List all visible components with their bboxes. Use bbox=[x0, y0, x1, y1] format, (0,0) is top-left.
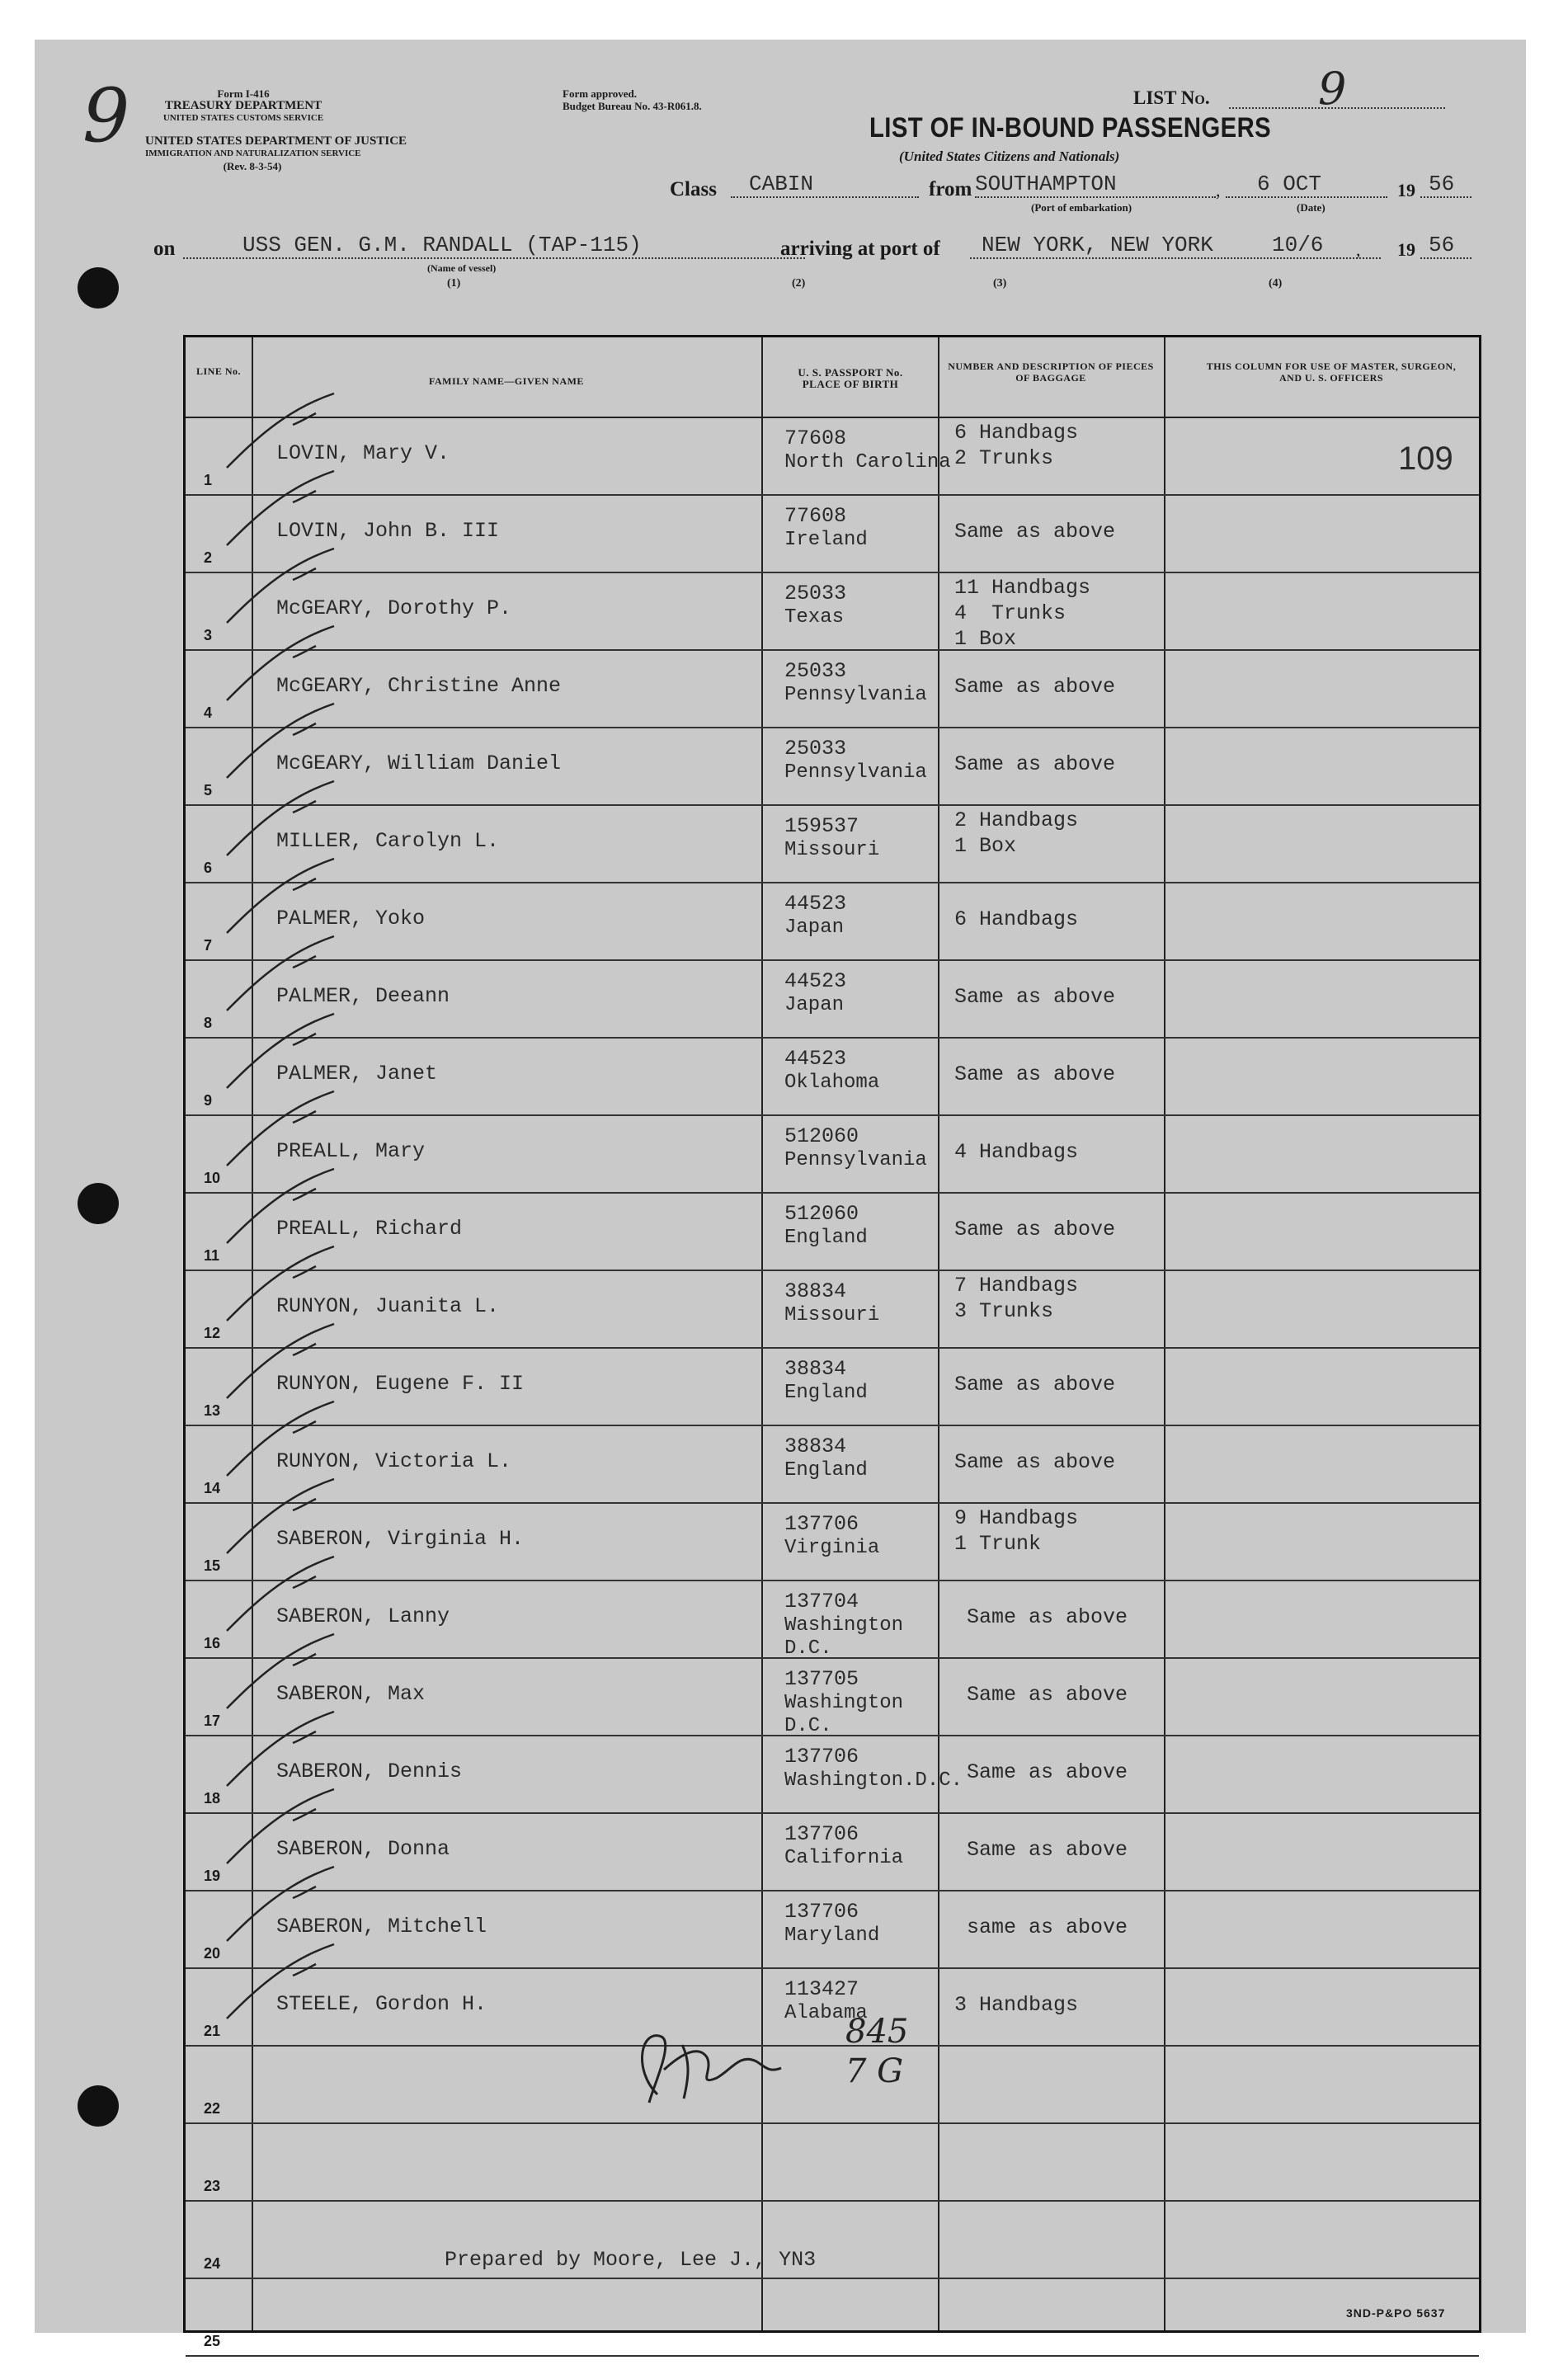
line-number: 17 bbox=[204, 1712, 221, 1729]
class-label: Class bbox=[670, 178, 717, 200]
table-row bbox=[186, 651, 1479, 728]
page-subtitle: (United States Citizens and Nationals) bbox=[899, 148, 1120, 164]
year-line bbox=[1420, 196, 1471, 198]
table-row bbox=[186, 2279, 1479, 2357]
colnum-1: (1) bbox=[447, 277, 461, 290]
class-line bbox=[731, 196, 919, 198]
passenger-name: SABERON, Donna bbox=[276, 1837, 450, 1861]
arrival-port: NEW YORK, NEW YORK bbox=[982, 233, 1213, 257]
baggage-description: 9 Handbags 1 Trunk bbox=[954, 1506, 1079, 1556]
passport-number: 512060 bbox=[784, 1202, 859, 1226]
passport-number: 113427 bbox=[784, 1977, 859, 2001]
line-number: 7 bbox=[204, 937, 213, 954]
passenger-name: RUNYON, Juanita L. bbox=[276, 1294, 500, 1318]
baggage-description: Same as above bbox=[954, 1373, 1116, 1397]
col-header-officers: THIS COLUMN FOR USE OF MASTER, SURGEON, AND U. S. OFFICERS bbox=[1206, 360, 1457, 384]
class-value: CABIN bbox=[749, 172, 814, 196]
passenger-name: McGEARY, Christine Anne bbox=[276, 674, 562, 698]
justice-dept: UNITED STATES DEPARTMENT OF JUSTICE bbox=[145, 134, 407, 148]
passenger-name: McGEARY, William Daniel bbox=[276, 751, 562, 775]
baggage-description: 6 Handbags 2 Trunks bbox=[954, 421, 1079, 470]
manifest-sheet bbox=[35, 40, 1526, 2349]
agency-block bbox=[140, 87, 346, 125]
line-number: 19 bbox=[204, 1868, 221, 1884]
passport-number: 512060 bbox=[784, 1124, 859, 1148]
baggage-description: 7 Handbags 3 Trunks bbox=[954, 1274, 1079, 1323]
line-number: 15 bbox=[204, 1557, 221, 1574]
table-row bbox=[186, 961, 1479, 1039]
check-mark-icon bbox=[210, 1936, 375, 2027]
passenger-name: SABERON, Lanny bbox=[276, 1604, 450, 1628]
passenger-name: LOVIN, John B. III bbox=[276, 519, 500, 543]
col-header-line-no: LINE No. bbox=[195, 365, 241, 377]
table-row bbox=[186, 1194, 1479, 1271]
table-row bbox=[186, 573, 1479, 651]
colnum-3: (3) bbox=[993, 277, 1007, 290]
budget-bureau: Budget Bureau No. 43-R061.8. bbox=[563, 100, 702, 112]
birth-place: Japan bbox=[784, 916, 845, 939]
treasury-dept: TREASURY DEPARTMENT bbox=[164, 99, 323, 112]
line-number: 13 bbox=[204, 1402, 221, 1419]
birth-place: Maryland bbox=[784, 1924, 880, 1947]
baggage-description: Same as above bbox=[954, 1062, 1116, 1086]
line-number: 2 bbox=[204, 549, 213, 566]
passenger-name: McGEARY, Dorothy P. bbox=[276, 596, 512, 620]
baggage-description: Same as above bbox=[954, 675, 1116, 699]
passenger-name: PREALL, Mary bbox=[276, 1139, 426, 1163]
table-row bbox=[186, 496, 1479, 573]
form-number: Form I-416 bbox=[217, 87, 270, 100]
passport-number: 137706 bbox=[784, 1822, 859, 1846]
passenger-name: PALMER, Janet bbox=[276, 1062, 438, 1086]
passport-number: 137706 bbox=[784, 1512, 859, 1536]
baggage-description: 2 Handbags 1 Box bbox=[954, 808, 1079, 858]
footer-code: 3ND-P&PO 5637 bbox=[1346, 2306, 1446, 2320]
passenger-name: MILLER, Carolyn L. bbox=[276, 829, 500, 853]
table-row bbox=[186, 883, 1479, 961]
passport-number: 137704 bbox=[784, 1590, 859, 1613]
line-number: 1 bbox=[204, 472, 213, 488]
table-row bbox=[186, 728, 1479, 806]
table-row bbox=[186, 1426, 1479, 1504]
passenger-name: STEELE, Gordon H. bbox=[276, 1992, 487, 2016]
line-number: 23 bbox=[204, 2178, 221, 2194]
passport-number: 137705 bbox=[784, 1667, 859, 1691]
baggage-description: Same as above bbox=[954, 520, 1116, 544]
passport-number: 38834 bbox=[784, 1279, 847, 1303]
passenger-name: RUNYON, Victoria L. bbox=[276, 1449, 512, 1473]
list-no-label: LIST No. bbox=[1133, 87, 1210, 108]
binder-hole-1 bbox=[78, 267, 119, 309]
port-line bbox=[970, 257, 1381, 259]
birth-place: Missouri bbox=[784, 1304, 880, 1326]
passenger-name: SABERON, Max bbox=[276, 1682, 426, 1706]
birth-place: Oklahoma bbox=[784, 1072, 880, 1094]
passport-number: 159537 bbox=[784, 814, 859, 838]
officer-note: 109 bbox=[1398, 440, 1453, 477]
birth-place: North Carolina bbox=[784, 451, 951, 473]
birth-place: Alabama bbox=[784, 2002, 868, 2024]
departure-year: 56 bbox=[1429, 172, 1455, 196]
table-row bbox=[186, 1349, 1479, 1426]
line-number: 6 bbox=[204, 860, 213, 876]
line-number: 11 bbox=[204, 1247, 220, 1264]
birth-place: Missouri bbox=[784, 839, 880, 861]
binder-hole-2 bbox=[78, 1183, 119, 1224]
passport-number: 44523 bbox=[784, 1047, 847, 1071]
birth-place: Ireland bbox=[784, 529, 868, 551]
customs-service: UNITED STATES CUSTOMS SERVICE bbox=[162, 113, 324, 123]
baggage-description: same as above bbox=[954, 1915, 1128, 1939]
birth-place: England bbox=[784, 1459, 868, 1482]
table-row bbox=[186, 1969, 1479, 2047]
arriving-label: arriving at port of bbox=[780, 238, 940, 260]
ins-service: IMMIGRATION AND NATURALIZATION SERVICE bbox=[145, 148, 361, 158]
line-number: 12 bbox=[204, 1325, 221, 1341]
col-header-name: FAMILY NAME—GIVEN NAME bbox=[429, 375, 584, 387]
passport-number: 137706 bbox=[784, 1900, 859, 1924]
passenger-name: SABERON, Virginia H. bbox=[276, 1527, 525, 1551]
table-row bbox=[186, 2124, 1479, 2202]
signature-annotation: 845 7 G bbox=[845, 2013, 909, 2090]
page-title: LIST OF IN-BOUND PASSENGERS bbox=[869, 112, 1272, 144]
table-row bbox=[186, 1736, 1479, 1814]
birth-place: California bbox=[784, 1847, 904, 1869]
from-value: SOUTHAMPTON bbox=[975, 172, 1117, 196]
year-prefix: 19 bbox=[1397, 180, 1415, 200]
birth-place: England bbox=[784, 1382, 868, 1404]
passport-number: 38834 bbox=[784, 1357, 847, 1381]
birth-place: Texas bbox=[784, 606, 845, 629]
baggage-description: Same as above bbox=[954, 1605, 1128, 1629]
table-row bbox=[186, 1814, 1479, 1891]
passenger-name: SABERON, Mitchell bbox=[276, 1915, 487, 1939]
line-number: 14 bbox=[204, 1480, 221, 1496]
line-number: 16 bbox=[204, 1635, 221, 1651]
table-row bbox=[186, 418, 1479, 496]
table-row bbox=[186, 2047, 1479, 2124]
birth-place: Pennsylvania bbox=[784, 761, 927, 784]
vessel-line bbox=[183, 257, 805, 259]
passport-number: 44523 bbox=[784, 969, 847, 993]
revision: (Rev. 8-3-54) bbox=[223, 160, 282, 172]
baggage-description: Same as above bbox=[954, 752, 1116, 776]
baggage-description: 3 Handbags bbox=[954, 1993, 1079, 2017]
row-rule bbox=[186, 2355, 1479, 2357]
inspector-signature bbox=[624, 2020, 814, 2119]
table-row bbox=[186, 806, 1479, 883]
passenger-table bbox=[183, 335, 1481, 2349]
col-header-baggage: NUMBER AND DESCRIPTION OF PIECES OF BAGGAGE bbox=[948, 360, 1154, 384]
birth-place: Washington D.C. bbox=[784, 1692, 904, 1737]
table-row bbox=[186, 1581, 1479, 1659]
line-number: 22 bbox=[204, 2100, 221, 2117]
colnum-4: (4) bbox=[1269, 277, 1283, 290]
approval-block bbox=[563, 87, 702, 112]
passenger-name: SABERON, Dennis bbox=[276, 1760, 463, 1783]
baggage-description: Same as above bbox=[954, 1760, 1128, 1784]
on-label: on bbox=[153, 238, 176, 260]
binder-hole-3 bbox=[78, 2085, 119, 2127]
col-header-passport: U. S. PASSPORT No. PLACE OF BIRTH bbox=[798, 366, 903, 390]
passport-number: 77608 bbox=[784, 504, 847, 528]
arrival-year-line bbox=[1420, 257, 1471, 259]
line-number: 24 bbox=[204, 2255, 221, 2272]
vessel-name: USS GEN. G.M. RANDALL (TAP-115) bbox=[242, 233, 642, 257]
passport-number: 25033 bbox=[784, 659, 847, 683]
arrival-date: 10/6 bbox=[1272, 233, 1324, 257]
from-label: from bbox=[929, 178, 972, 200]
vessel-caption: (Name of vessel) bbox=[427, 262, 497, 274]
line-number: 21 bbox=[204, 2023, 221, 2039]
baggage-description: Same as above bbox=[954, 1838, 1128, 1862]
passenger-name: LOVIN, Mary V. bbox=[276, 441, 450, 465]
line-number: 20 bbox=[204, 1945, 221, 1962]
passport-number: 25033 bbox=[784, 737, 847, 761]
table-row bbox=[186, 1504, 1479, 1581]
passenger-name: PREALL, Richard bbox=[276, 1217, 463, 1241]
passport-number: 25033 bbox=[784, 582, 847, 605]
table-row bbox=[186, 1271, 1479, 1349]
birth-place: Pennsylvania bbox=[784, 1149, 927, 1171]
baggage-description: Same as above bbox=[954, 985, 1116, 1009]
table-row bbox=[186, 2202, 1479, 2279]
table-row bbox=[186, 1659, 1479, 1736]
departure-date: 6 OCT bbox=[1257, 172, 1322, 196]
line-number: 25 bbox=[204, 2333, 221, 2349]
line-number: 5 bbox=[204, 782, 213, 798]
arrival-year-prefix: 19 bbox=[1397, 239, 1415, 260]
colnum-2: (2) bbox=[792, 277, 806, 290]
line-number: 10 bbox=[204, 1170, 221, 1186]
port-embark-caption: (Port of embarkation) bbox=[1031, 201, 1132, 214]
comma-1: , bbox=[1216, 180, 1221, 200]
baggage-description: Same as above bbox=[954, 1218, 1116, 1241]
baggage-description: 6 Handbags bbox=[954, 907, 1079, 931]
baggage-description: 4 Handbags bbox=[954, 1140, 1079, 1164]
passport-number: 44523 bbox=[784, 892, 847, 916]
birth-place: Virginia bbox=[784, 1537, 880, 1559]
baggage-description: 11 Handbags 4 Trunks 1 Box bbox=[954, 576, 1091, 651]
arrival-year: 56 bbox=[1429, 233, 1455, 257]
justice-block bbox=[145, 134, 407, 172]
line-number: 4 bbox=[204, 704, 213, 721]
table-row bbox=[186, 1116, 1479, 1194]
prepared-by: Prepared by Moore, Lee J., YN3 bbox=[445, 2248, 817, 2272]
date-line bbox=[1226, 196, 1387, 198]
birth-place: Pennsylvania bbox=[784, 684, 927, 706]
list-no-value: 9 bbox=[1318, 63, 1347, 115]
date-caption: (Date) bbox=[1297, 201, 1326, 214]
baggage-description: Same as above bbox=[954, 1450, 1116, 1474]
line-number: 3 bbox=[204, 627, 213, 643]
margin-page-number: 9 bbox=[82, 73, 130, 159]
passenger-name: PALMER, Yoko bbox=[276, 907, 426, 930]
baggage-description: Same as above bbox=[954, 1683, 1128, 1707]
passenger-name: PALMER, Deeann bbox=[276, 984, 450, 1008]
from-line bbox=[975, 196, 1216, 198]
table-row bbox=[186, 1039, 1479, 1116]
line-number: 9 bbox=[204, 1092, 213, 1109]
passenger-name: RUNYON, Eugene F. II bbox=[276, 1372, 525, 1396]
birth-place: England bbox=[784, 1227, 868, 1249]
line-number: 18 bbox=[204, 1790, 221, 1807]
birth-place: Washington.D.C. bbox=[784, 1769, 963, 1792]
form-approved: Form approved. bbox=[563, 87, 638, 100]
passport-number: 77608 bbox=[784, 426, 847, 450]
table-row bbox=[186, 1891, 1479, 1969]
line-number: 8 bbox=[204, 1015, 213, 1031]
comma-2: , bbox=[1356, 239, 1361, 260]
passport-number: 38834 bbox=[784, 1434, 847, 1458]
passport-number: 137706 bbox=[784, 1745, 859, 1769]
birth-place: Washington D.C. bbox=[784, 1614, 904, 1660]
birth-place: Japan bbox=[784, 994, 845, 1016]
